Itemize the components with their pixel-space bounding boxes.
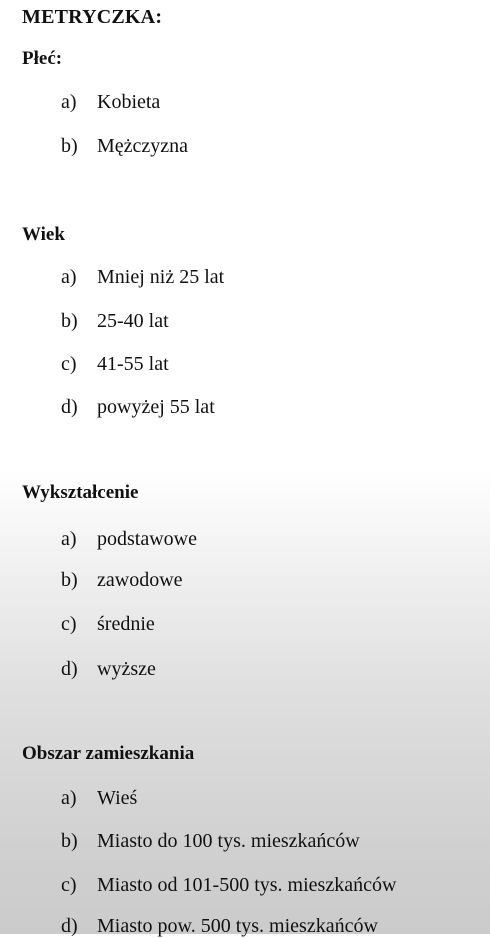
section-heading-education: Wykształcenie xyxy=(22,482,139,503)
option-education-b xyxy=(61,568,183,592)
option-letter: b) xyxy=(61,830,78,852)
option-age-b xyxy=(61,309,169,333)
option-gender-b xyxy=(61,134,188,158)
option-letter: a) xyxy=(61,528,77,550)
option-letter: d) xyxy=(61,915,78,937)
option-age-c xyxy=(61,352,169,376)
option-residence-c xyxy=(61,873,396,897)
option-education-a xyxy=(61,527,197,551)
option-residence-b xyxy=(61,829,360,853)
option-education-c xyxy=(61,612,155,636)
section-heading-gender: Płeć: xyxy=(22,48,63,69)
option-text: powyżej 55 lat xyxy=(97,396,215,418)
option-residence-a xyxy=(61,786,137,810)
option-text: zawodowe xyxy=(97,569,183,591)
option-letter: d) xyxy=(61,658,78,680)
option-text: podstawowe xyxy=(97,528,197,550)
option-letter: c) xyxy=(61,353,77,375)
option-text: 25-40 lat xyxy=(97,310,169,332)
option-letter: b) xyxy=(61,135,78,157)
option-text: wyższe xyxy=(97,658,156,680)
option-text: średnie xyxy=(97,613,155,635)
option-letter: a) xyxy=(61,91,77,113)
section-heading-residence: Obszar zamieszkania xyxy=(22,743,195,764)
option-text: Miasto do 100 tys. mieszkańców xyxy=(97,830,360,852)
option-age-a xyxy=(61,265,224,289)
option-letter: a) xyxy=(61,266,77,288)
option-text: Kobieta xyxy=(97,91,161,113)
option-text: Wieś xyxy=(97,787,138,809)
option-letter: c) xyxy=(61,613,77,635)
option-residence-d xyxy=(61,914,378,938)
option-text: Mężczyzna xyxy=(97,135,189,157)
section-heading-age: Wiek xyxy=(22,224,65,245)
option-education-d xyxy=(61,657,156,681)
option-age-d xyxy=(61,395,215,419)
option-text: Mniej niż 25 lat xyxy=(97,266,225,288)
option-letter: c) xyxy=(61,874,77,896)
document-title: METRYCZKA: xyxy=(22,6,163,28)
option-letter: b) xyxy=(61,569,78,591)
option-text: Miasto od 101-500 tys. mieszkańców xyxy=(97,874,397,896)
option-letter: b) xyxy=(61,310,78,332)
option-text: 41-55 lat xyxy=(97,353,169,375)
option-gender-a xyxy=(61,90,160,114)
option-letter: a) xyxy=(61,787,77,809)
option-text: Miasto pow. 500 tys. mieszkańców xyxy=(97,915,378,937)
option-letter: d) xyxy=(61,396,78,418)
